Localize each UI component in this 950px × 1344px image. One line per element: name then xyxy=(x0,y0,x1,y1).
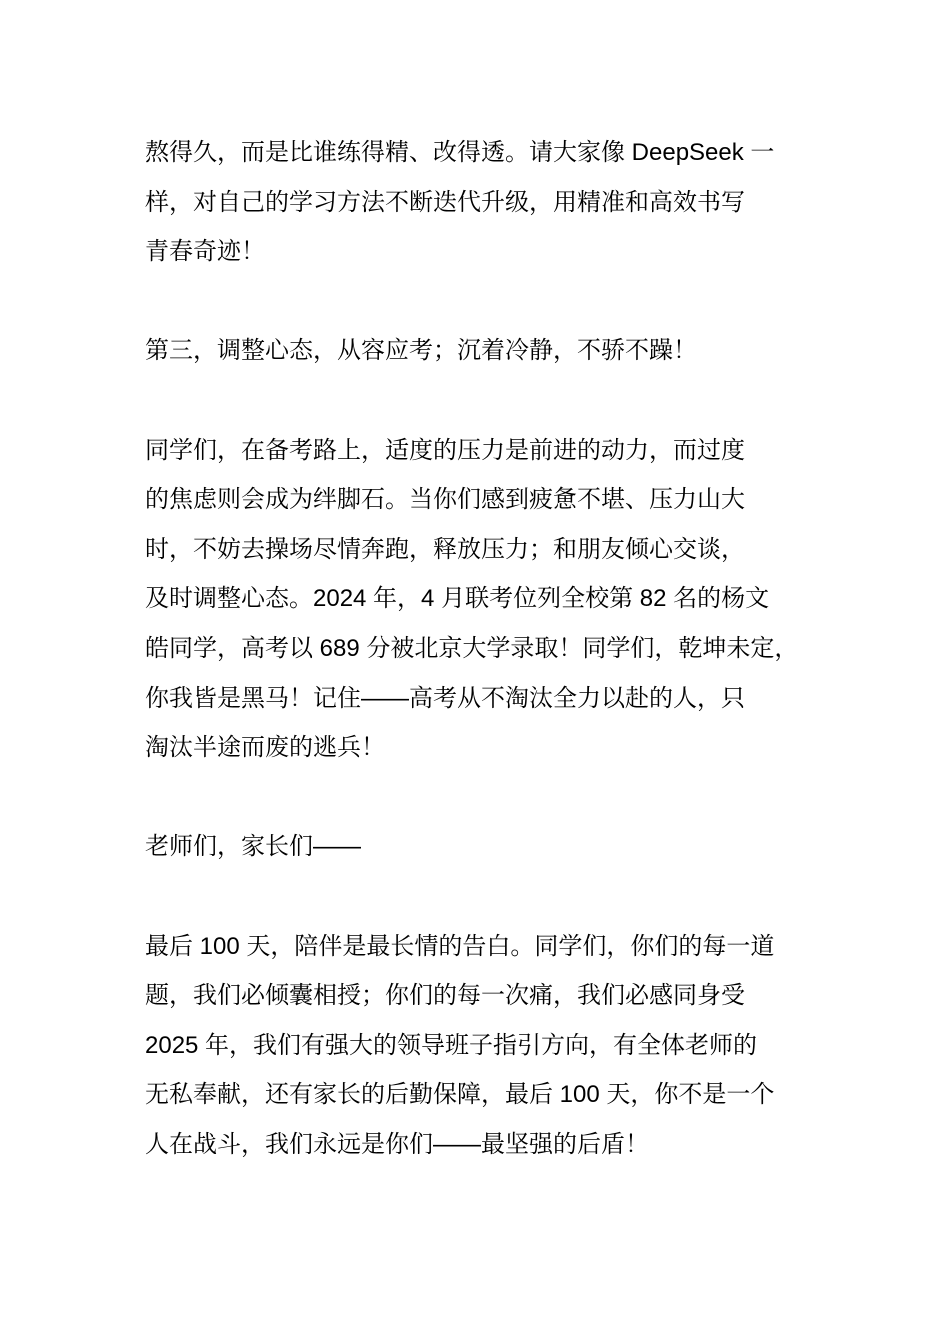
text-line: 最后 100 天，陪伴是最长情的告白。同学们，你们的每一道 xyxy=(145,932,775,960)
text-line: 无私奉献，还有家长的后勤保障，最后 100 天，你不是一个 xyxy=(145,1081,775,1109)
document-body xyxy=(145,128,835,1219)
salutation-teachers-parents xyxy=(145,822,835,872)
text-line: 同学们，在备考路上，适度的压力是前进的动力，而过度 xyxy=(145,436,745,464)
paragraph-method-upgrade xyxy=(145,128,835,277)
text-line: 你我皆是黑马！记住——高考从不淘汰全力以赴的人，只 xyxy=(145,684,745,712)
section-heading-third xyxy=(145,326,835,376)
text-line: 青春奇迹！ xyxy=(145,238,265,266)
text-line: 第三，调整心态，从容应考；沉着冷静，不骄不躁！ xyxy=(145,337,697,365)
text-line: 老师们，家长们—— xyxy=(145,833,361,861)
text-line: 的焦虑则会成为绊脚石。当你们感到疲惫不堪、压力山大 xyxy=(145,486,745,514)
text-line: 2025 年，我们有强大的领导班子指引方向，有全体老师的 xyxy=(145,1031,758,1059)
text-line: 及时调整心态。2024 年，4 月联考位列全校第 82 名的杨文 xyxy=(145,585,770,613)
text-line: 皓同学，高考以 689 分被北京大学录取！同学们，乾坤未定， xyxy=(145,634,799,662)
text-line: 样，对自己的学习方法不断迭代升级，用精准和高效书写 xyxy=(145,188,745,216)
text-line: 时，不妨去操场尽情奔跑，释放压力；和朋友倾心交谈， xyxy=(145,535,745,563)
text-line: 熬得久，而是比谁练得精、改得透。请大家像 DeepSeek 一 xyxy=(145,139,775,166)
paragraph-mindset xyxy=(145,426,835,773)
paragraph-final-100-days xyxy=(145,922,835,1170)
text-line: 人在战斗，我们永远是你们——最坚强的后盾！ xyxy=(145,1130,649,1158)
text-line: 题，我们必倾囊相授；你们的每一次痛，我们必感同身受 xyxy=(145,982,745,1010)
text-line: 淘汰半途而废的逃兵！ xyxy=(145,734,385,762)
